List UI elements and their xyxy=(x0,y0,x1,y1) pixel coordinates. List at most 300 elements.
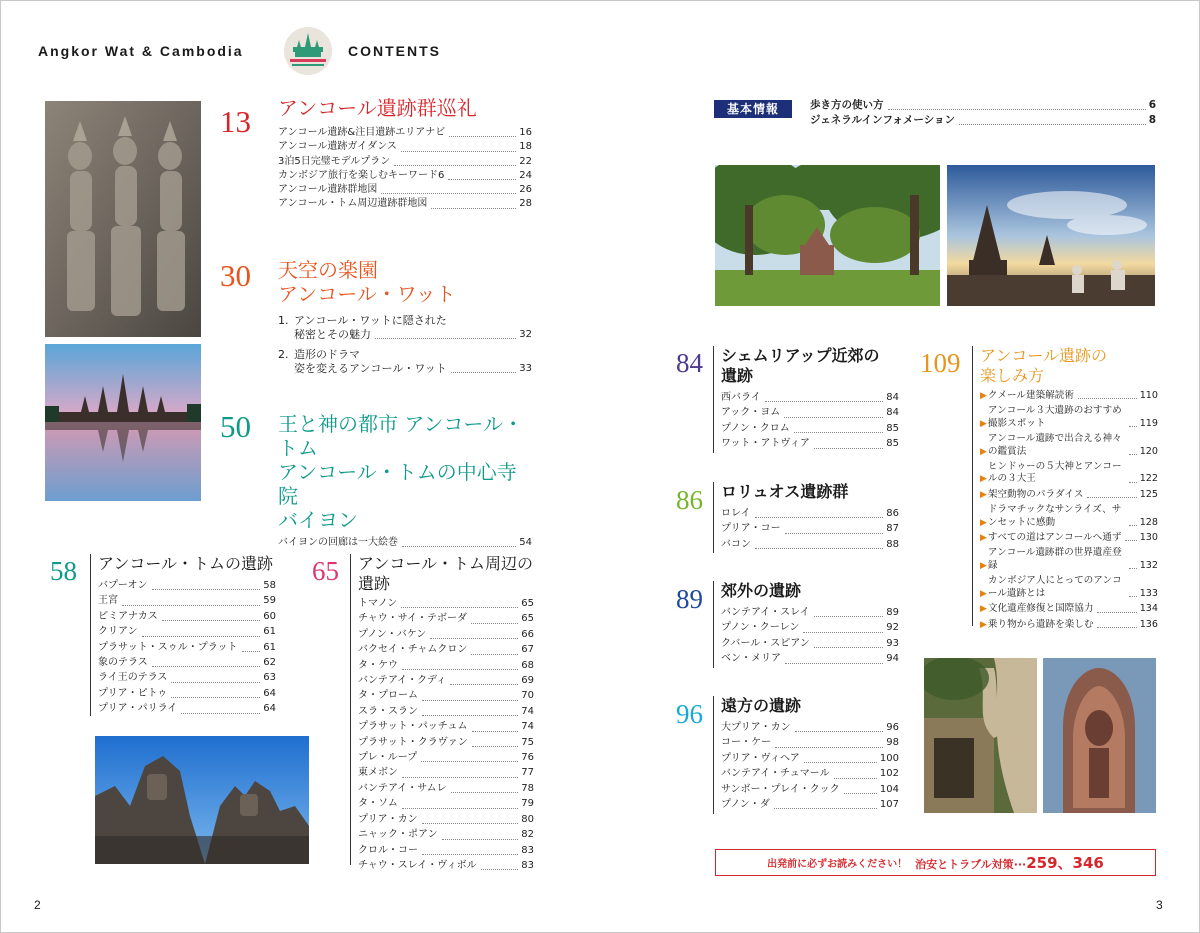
entry-label: バコン xyxy=(721,538,751,550)
entry-label: アンコール・トム周辺遺跡群地図 xyxy=(278,198,428,210)
entry-page: 78 xyxy=(521,782,534,794)
leader-dots xyxy=(122,605,260,606)
toc-entry[interactable] xyxy=(98,640,276,655)
triangle-marker-icon: ▶ xyxy=(980,517,987,528)
leader-dots xyxy=(450,684,518,685)
triangle-marker-icon: ▶ xyxy=(980,619,987,630)
entry-page: 134 xyxy=(1139,603,1158,615)
leader-dots xyxy=(775,747,883,748)
entry-page: 84 xyxy=(886,392,899,403)
toc-entry[interactable] xyxy=(358,812,534,827)
toc-list-89 xyxy=(714,605,899,667)
section-title-65b: 遺跡 xyxy=(358,574,391,593)
section-title-58: アンコール・トムの遺跡 xyxy=(98,554,274,573)
entry-label: プラサット・クラヴァン xyxy=(358,736,468,748)
entry-label: アンコール遺跡で出合える神々の鑑賞法 xyxy=(987,433,1122,457)
toc-entry[interactable] xyxy=(721,390,899,405)
triangle-marker-icon: ▶ xyxy=(980,533,987,544)
section-number-30: 30 xyxy=(220,258,251,293)
entry-page: 83 xyxy=(521,859,534,871)
entry-label: ワット・アトヴィア xyxy=(721,438,810,450)
entry-label: チャウ・スレイ・ヴィボル xyxy=(358,859,477,871)
leader-dots xyxy=(401,607,518,608)
entry-page: 61 xyxy=(263,626,276,638)
leader-dots xyxy=(785,533,884,534)
toc-entry[interactable] xyxy=(358,596,534,611)
entry-label: プリア・カン xyxy=(358,813,418,825)
section-title-109b: 楽しみ方 xyxy=(980,366,1045,385)
toc-entry[interactable] xyxy=(980,603,1158,615)
toc-entry[interactable] xyxy=(980,433,1158,458)
entry-page: 63 xyxy=(263,672,276,684)
toc-entry[interactable] xyxy=(278,536,532,550)
entry-page: 75 xyxy=(521,736,534,748)
entry-label: 大プリア・カン xyxy=(721,722,791,733)
leader-dots xyxy=(430,638,518,639)
entry-label: チャウ・サイ・テボーダ xyxy=(358,613,467,625)
leader-dots xyxy=(152,666,261,667)
leader-dots xyxy=(394,165,516,166)
entry-label: バンテアイ・サムレ xyxy=(358,782,447,794)
entry-page: 33 xyxy=(519,363,532,374)
entry-page: 85 xyxy=(886,438,899,450)
toc-entry[interactable] xyxy=(358,781,534,796)
entry-label: プレ・ループ xyxy=(358,752,418,764)
triangle-marker-icon: ▶ xyxy=(980,474,987,485)
entry-label: ライ王のテラス xyxy=(98,672,168,684)
entry-page: 89 xyxy=(886,607,899,618)
entry-page: 102 xyxy=(879,768,899,780)
entry-page: 65 xyxy=(521,598,534,609)
entry-label: プリア・パリライ xyxy=(98,703,178,715)
toc-entry[interactable] xyxy=(721,720,899,735)
toc-entry[interactable] xyxy=(721,782,899,797)
entry-page: 136 xyxy=(1139,618,1158,630)
entry-label: 東メボン xyxy=(358,767,398,779)
entry-label: スラ・スラン xyxy=(358,705,418,717)
entry-page: 104 xyxy=(879,783,899,795)
section-title-30a: 天空の楽園 xyxy=(278,258,378,282)
toc-entry[interactable] xyxy=(98,686,276,701)
toc-entry[interactable] xyxy=(721,797,899,812)
entry-label: ニャック・ポアン xyxy=(358,829,438,841)
entry-label: 架空動物のパラダイス xyxy=(987,488,1084,500)
entry-label: アンコール遺跡群地図 xyxy=(278,184,378,196)
entry-page: 65 xyxy=(521,613,534,625)
leader-dots xyxy=(844,793,877,794)
triangle-marker-icon: ▶ xyxy=(980,588,987,599)
leader-dots xyxy=(402,546,516,547)
section-number-86: 86 xyxy=(676,485,703,515)
leader-dots xyxy=(1097,627,1136,628)
section-title-86: ロリュオス遺跡群 xyxy=(721,482,849,501)
toc-entry[interactable] xyxy=(721,766,899,781)
entry-label: プリア・コー xyxy=(721,523,781,535)
entry-label: プリア・ピトゥ xyxy=(98,687,168,699)
entry-label: プラサット・パッチュム xyxy=(358,721,468,733)
entry-label: バンテアイ・クディ xyxy=(358,675,447,687)
toc-entry[interactable] xyxy=(98,609,276,624)
section-title-84a: シェムリアップ近郊の xyxy=(721,346,880,365)
book-title: Angkor Wat & Cambodia xyxy=(38,43,244,59)
entry-page: 62 xyxy=(263,657,276,669)
triangle-marker-icon: ▶ xyxy=(980,560,987,571)
leader-dots xyxy=(794,432,883,433)
toc-list-50 xyxy=(278,536,532,550)
entry-page: 93 xyxy=(886,637,899,649)
toc-entry[interactable] xyxy=(980,489,1158,501)
section-title-50a: 王と神の都市 アンコール・トム xyxy=(278,412,524,460)
leader-dots xyxy=(171,682,260,683)
entry-page: 128 xyxy=(1139,516,1158,528)
entry-label: 3泊5日完璧モデルプラン xyxy=(278,155,391,167)
leader-dots xyxy=(814,647,883,648)
toc-entry[interactable] xyxy=(721,405,899,420)
entry-label: アンコール遺跡群の世界遺産登録 xyxy=(987,547,1122,571)
entry-label: プラサット・スゥル・プラット xyxy=(98,641,238,653)
toc-entry[interactable] xyxy=(810,113,1156,128)
leader-dots xyxy=(814,616,884,617)
section-number-13: 13 xyxy=(220,104,251,139)
section-number-50: 50 xyxy=(220,409,251,444)
entry-label: プノン・ダ xyxy=(721,799,770,811)
toc-entry[interactable] xyxy=(980,619,1158,631)
entry-label: 歩き方の使い方 xyxy=(810,99,884,111)
entry-label: ジェネラルインフォメーション xyxy=(810,114,956,126)
toc-entry[interactable] xyxy=(810,98,1156,113)
entry-label: サンボー・プレイ・クック xyxy=(721,783,840,795)
toc-entry[interactable] xyxy=(98,670,276,685)
leader-dots xyxy=(888,109,1146,110)
leader-dots xyxy=(785,663,883,664)
toc-list-13 xyxy=(278,126,532,212)
section-title-50c: バイヨン xyxy=(278,508,358,532)
toc-entry-30-2[interactable] xyxy=(278,348,532,376)
leader-dots xyxy=(784,417,883,418)
entry-page: 77 xyxy=(521,767,534,779)
entry-page: 18 xyxy=(519,141,532,153)
toc-entry[interactable] xyxy=(980,575,1158,600)
leader-dots xyxy=(431,208,516,209)
leader-dots xyxy=(142,636,261,637)
entry-page: 80 xyxy=(521,813,534,825)
entry-label: バイヨンの回廊は一大絵巻 xyxy=(278,537,398,548)
triangle-marker-icon: ▶ xyxy=(980,418,987,429)
section-title-50b: アンコール・トムの中心寺院 xyxy=(278,460,517,508)
entry-label: クメール建築解読術 xyxy=(987,390,1074,401)
leader-dots xyxy=(442,839,519,840)
toc-entry[interactable] xyxy=(278,155,532,169)
entry-page: 6 xyxy=(1148,99,1156,111)
entry-page: 24 xyxy=(519,169,532,181)
toc-entry[interactable] xyxy=(278,169,532,183)
leader-dots xyxy=(765,401,884,402)
entry-line: アンコール・ワットに隠された xyxy=(294,314,447,327)
toc-entry[interactable] xyxy=(980,461,1158,486)
entry-page: 54 xyxy=(519,537,532,548)
leader-dots xyxy=(1078,398,1137,399)
entry-page: 79 xyxy=(521,798,534,810)
triangle-marker-icon: ▶ xyxy=(980,604,987,615)
entry-label: ドラマチックなサンライズ、サンセットに感動 xyxy=(987,504,1122,528)
entry-page: 82 xyxy=(521,829,534,841)
naga-carving-photo xyxy=(1043,658,1156,813)
leader-dots xyxy=(1129,568,1137,569)
leader-dots xyxy=(421,761,518,762)
entry-label: タ・ソム xyxy=(358,798,398,810)
leader-dots xyxy=(451,792,519,793)
entry-page: 85 xyxy=(886,422,899,434)
entry-page: 64 xyxy=(263,687,276,699)
entry-number: 1. xyxy=(278,314,289,327)
leader-dots xyxy=(381,193,516,194)
entry-label: タ・プローム xyxy=(358,690,418,702)
toc-entry[interactable] xyxy=(721,436,899,451)
leader-dots xyxy=(471,654,518,655)
entry-label: 文化遺産修復と国際協力 xyxy=(987,603,1094,615)
leader-dots xyxy=(449,136,516,137)
section-number-84: 84 xyxy=(676,348,703,378)
entry-label: クロル・コー xyxy=(358,844,418,856)
entry-page: 120 xyxy=(1139,445,1158,457)
entry-label: 乗り物から遺跡を楽しむ xyxy=(987,618,1094,630)
entry-page: 68 xyxy=(521,659,534,671)
leader-dots xyxy=(795,731,884,732)
section-number-109: 109 xyxy=(920,348,961,378)
toc-entry[interactable] xyxy=(721,735,899,750)
entry-label: すべての道はアンコールへ通ず xyxy=(987,532,1122,544)
toc-entry[interactable] xyxy=(721,421,899,436)
toc-entry[interactable] xyxy=(98,624,276,639)
toc-entry-30-1[interactable] xyxy=(278,314,532,342)
entry-page: 100 xyxy=(879,752,899,764)
toc-entry[interactable] xyxy=(358,858,534,873)
entry-page: 64 xyxy=(263,703,276,715)
triangle-marker-icon: ▶ xyxy=(980,446,987,457)
entry-label: ロレイ xyxy=(721,508,751,519)
toc-entry[interactable] xyxy=(721,636,899,651)
notice-bold: 治安とトラブル対策 xyxy=(915,858,1014,871)
entry-label: コー・ケー xyxy=(721,737,771,749)
leader-dots xyxy=(422,854,518,855)
toc-entry[interactable] xyxy=(98,578,276,593)
toc-entry[interactable] xyxy=(980,504,1158,529)
entry-page: 69 xyxy=(521,675,534,687)
leader-dots xyxy=(472,746,519,747)
section-title-109a: アンコール遺跡の xyxy=(980,346,1108,365)
entry-page: 16 xyxy=(519,127,532,138)
toc-entry[interactable] xyxy=(358,673,534,688)
section-number-58: 58 xyxy=(50,556,77,586)
leader-dots xyxy=(402,669,518,670)
toc-entry[interactable] xyxy=(358,750,534,765)
leader-dots xyxy=(448,179,516,180)
entry-page: 66 xyxy=(521,628,534,640)
leader-dots xyxy=(755,548,883,549)
triangle-marker-icon: ▶ xyxy=(980,489,987,500)
leader-dots xyxy=(152,589,261,590)
toc-entry[interactable] xyxy=(721,651,899,666)
notice-pages: 259、346 xyxy=(1026,854,1104,872)
entry-label: バクセイ・チャムクロン xyxy=(358,644,468,656)
entry-label: 象のテラス xyxy=(98,657,148,669)
entry-page: 122 xyxy=(1139,473,1158,485)
entry-page: 32 xyxy=(519,329,532,340)
entry-page: 86 xyxy=(886,508,899,519)
entry-label: バンテアイ・スレイ xyxy=(721,607,810,618)
toc-entry[interactable] xyxy=(358,642,534,657)
toc-entry[interactable] xyxy=(721,537,899,552)
toc-entry[interactable] xyxy=(358,765,534,780)
entry-label: クリアン xyxy=(98,626,138,638)
entry-label: プリア・ヴィヘア xyxy=(721,752,800,764)
section-title-30b: アンコール・ワット xyxy=(278,282,456,306)
entry-label: バンテアイ・チュマール xyxy=(721,768,830,780)
entry-page: 67 xyxy=(521,644,534,656)
entry-number: 2. xyxy=(278,348,289,361)
leader-dots xyxy=(401,151,516,152)
entry-label: アンコール遺跡ガイダンス xyxy=(278,141,397,153)
toc-entry[interactable] xyxy=(980,547,1158,572)
toc-entry[interactable] xyxy=(358,611,534,626)
toc-entry[interactable] xyxy=(358,688,534,703)
leader-dots xyxy=(755,517,884,518)
leader-dots xyxy=(1129,426,1137,427)
toc-entry[interactable] xyxy=(721,506,899,521)
toc-entry[interactable] xyxy=(278,197,532,211)
toc-entry[interactable] xyxy=(721,521,899,536)
leader-dots xyxy=(1087,497,1136,498)
page-number-right: 3 xyxy=(1156,898,1163,912)
toc-entry[interactable] xyxy=(278,183,532,197)
entry-page: 76 xyxy=(521,752,534,764)
notice-text: 出発前に必ずお読みください！ xyxy=(767,859,908,870)
leader-dots xyxy=(162,620,260,621)
section-number-96: 96 xyxy=(676,699,703,729)
angkor-wat-reflection-photo xyxy=(45,344,201,501)
leader-dots xyxy=(1129,454,1137,455)
toc-list-65 xyxy=(351,596,534,873)
leader-dots xyxy=(1129,525,1137,526)
leader-dots xyxy=(181,713,260,714)
leader-dots xyxy=(472,731,519,732)
entry-page: 60 xyxy=(263,610,276,622)
notice-dots: ··· xyxy=(1013,858,1027,871)
entry-label: プノン・クーレン xyxy=(721,622,800,634)
entry-page: 74 xyxy=(521,705,534,717)
leader-dots xyxy=(1129,482,1137,483)
entry-line: 秘密とその魅力 xyxy=(294,328,371,341)
toc-entry[interactable] xyxy=(278,140,532,154)
toc-entry[interactable] xyxy=(721,751,899,766)
toc-entry[interactable] xyxy=(358,658,534,673)
entry-page: 107 xyxy=(879,799,899,811)
sunset-temple-photo xyxy=(947,165,1155,306)
toc-entry[interactable] xyxy=(980,405,1158,430)
entry-label: ベン・メリア xyxy=(721,653,781,665)
section-title-13: アンコール遺跡群巡礼 xyxy=(278,96,477,120)
leader-dots xyxy=(804,762,877,763)
leader-dots xyxy=(1129,596,1137,597)
leader-dots xyxy=(242,651,261,652)
toc-entry[interactable] xyxy=(721,605,899,620)
entry-label: ヒンドゥーの５大神とアンコールの３大王 xyxy=(987,461,1122,485)
toc-list-109 xyxy=(973,390,1158,631)
toc-entry[interactable] xyxy=(98,701,276,716)
entry-line: 造形のドラマ xyxy=(294,348,360,361)
entry-page: 88 xyxy=(886,538,899,550)
leader-dots xyxy=(422,715,518,716)
toc-entry[interactable] xyxy=(980,390,1158,402)
safety-notice-box[interactable] xyxy=(715,849,1156,876)
entry-label: タ・ケウ xyxy=(358,659,398,671)
toc-entry[interactable] xyxy=(358,735,534,750)
entry-page: 83 xyxy=(521,844,534,856)
section-number-89: 89 xyxy=(676,584,703,614)
toc-entry[interactable] xyxy=(721,620,899,635)
toc-entry[interactable] xyxy=(358,796,534,811)
entry-page: 28 xyxy=(519,198,532,210)
leader-dots xyxy=(422,823,519,824)
ta-prohm-roots-photo xyxy=(924,658,1037,813)
entry-page: 98 xyxy=(886,737,899,749)
entry-label: プノン・クロム xyxy=(721,422,790,434)
toc-entry[interactable] xyxy=(278,126,532,140)
toc-entry[interactable] xyxy=(358,627,534,642)
entry-page: 96 xyxy=(886,722,899,733)
toc-entry[interactable] xyxy=(358,827,534,842)
entry-page: 133 xyxy=(1139,587,1158,599)
toc-list-96 xyxy=(714,720,899,812)
leader-dots xyxy=(1125,540,1136,541)
entry-page: 26 xyxy=(519,184,532,196)
bayon-towers-photo xyxy=(95,736,309,864)
angkor-emblem-icon xyxy=(284,27,332,75)
section-title-65a: アンコール・トム周辺の xyxy=(358,554,534,573)
entry-label: 王宮 xyxy=(98,595,118,607)
entry-page: 87 xyxy=(886,523,899,535)
leader-dots xyxy=(402,777,518,778)
entry-page: 132 xyxy=(1139,559,1158,571)
entry-label: トマノン xyxy=(358,598,398,609)
entry-page: 8 xyxy=(1148,114,1156,126)
toc-entry[interactable] xyxy=(98,593,276,608)
toc-entry[interactable] xyxy=(358,719,534,734)
toc-list-basic xyxy=(810,98,1156,128)
section-title-89: 郊外の遺跡 xyxy=(721,581,802,600)
leader-dots xyxy=(422,700,518,701)
toc-list-58 xyxy=(91,578,276,717)
entry-page: 22 xyxy=(519,155,532,167)
entry-page: 61 xyxy=(263,641,276,653)
leader-dots xyxy=(834,778,877,779)
leader-dots xyxy=(171,697,260,698)
apsara-relief-photo xyxy=(45,101,201,337)
entry-page: 125 xyxy=(1139,488,1158,500)
entry-page: 58 xyxy=(263,580,276,591)
toc-entry[interactable] xyxy=(980,532,1158,544)
toc-entry[interactable] xyxy=(98,655,276,670)
section-number-65: 65 xyxy=(312,556,339,586)
entry-page: 74 xyxy=(521,721,534,733)
toc-entry[interactable] xyxy=(358,704,534,719)
entry-label: カンボジア旅行を楽しむキーワード6 xyxy=(278,169,445,181)
triangle-marker-icon: ▶ xyxy=(980,391,987,401)
entry-label: クバール・スピアン xyxy=(721,637,810,649)
entry-label: バプーオン xyxy=(98,580,148,591)
entry-label: ピミアナカス xyxy=(98,610,158,622)
toc-entry[interactable] xyxy=(358,843,534,858)
